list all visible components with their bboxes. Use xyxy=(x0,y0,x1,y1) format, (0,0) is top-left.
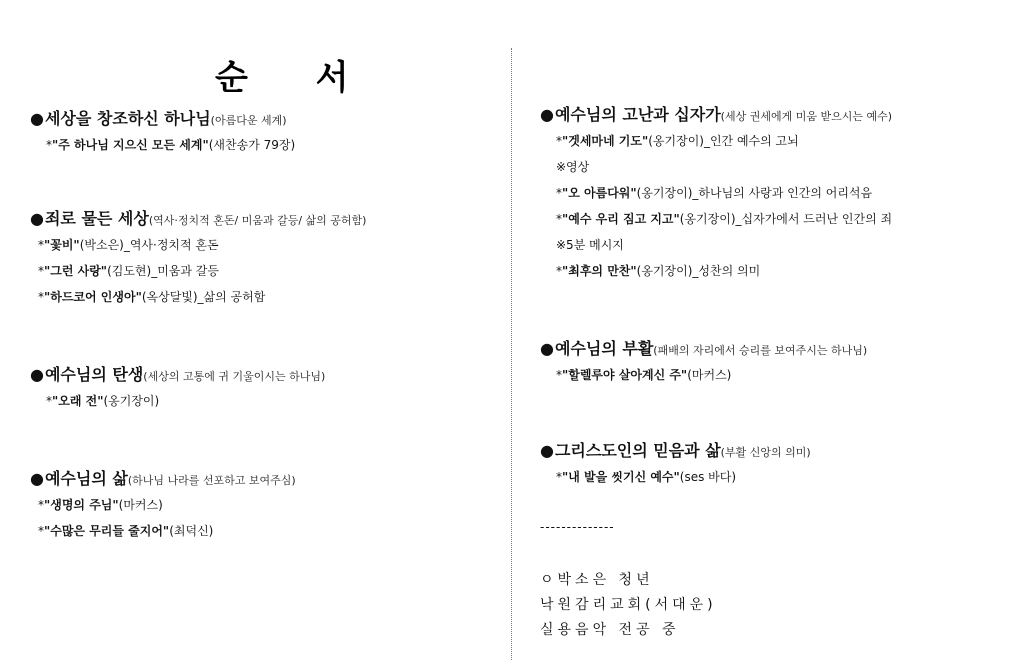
heading-subtitle: (세상 권세에게 미움 받으시는 예수) xyxy=(720,110,893,123)
song-detail: (옹기장이)_하나님의 사랑과 인간의 어리석음 xyxy=(636,186,873,200)
program-note: ※영상 xyxy=(556,160,590,174)
list-item xyxy=(30,388,500,414)
song-detail: (ses 바다) xyxy=(679,470,737,484)
bullet-icon: ● xyxy=(30,365,44,384)
section-fallen-world xyxy=(30,208,500,310)
section-heading xyxy=(30,468,500,492)
song-title: "그런 사랑" xyxy=(44,264,108,278)
song-title: "예수 우리 짐고 지고" xyxy=(562,212,680,226)
song-detail: (김도현)_미움과 갈등 xyxy=(107,264,219,278)
list-item xyxy=(540,206,1010,232)
bullet-icon: ● xyxy=(540,339,554,358)
item-marker: * xyxy=(556,134,562,148)
song-title: "주 하나님 지으신 모든 세계" xyxy=(52,138,209,152)
section-faith-life xyxy=(540,440,1010,490)
song-title: "하드코어 인생아" xyxy=(44,290,142,304)
song-title: "할렐루야 살아계신 주" xyxy=(562,368,688,382)
bullet-icon: ● xyxy=(30,109,44,128)
list-item xyxy=(30,258,500,284)
section-birth xyxy=(30,364,500,414)
item-marker: * xyxy=(556,212,562,226)
song-title: "최후의 만찬" xyxy=(562,264,637,278)
bullet-icon: ● xyxy=(540,105,554,124)
bullet-icon: ● xyxy=(540,441,554,460)
heading-subtitle: (아름다운 세계) xyxy=(210,114,287,127)
song-detail: (옹기장이) xyxy=(103,394,160,408)
heading-subtitle: (패배의 자리에서 승리를 보여주시는 하나님) xyxy=(653,344,868,357)
song-detail: (마커스) xyxy=(687,368,732,382)
section-heading xyxy=(30,208,500,232)
bullet-icon: ● xyxy=(30,469,44,488)
item-marker: * xyxy=(556,368,562,382)
item-marker: * xyxy=(38,238,44,252)
item-marker: * xyxy=(38,498,44,512)
song-title: "생명의 주님" xyxy=(44,498,119,512)
heading-text: 예수님의 부활 xyxy=(554,339,654,358)
section-passion xyxy=(540,104,1010,284)
performer-church: 낙원감리교회(서대운) xyxy=(540,597,717,613)
column-divider xyxy=(511,48,512,660)
item-marker: * xyxy=(556,264,562,278)
section-heading xyxy=(540,440,1010,464)
heading-subtitle: (하나님 나라를 선포하고 보여주심) xyxy=(127,474,296,487)
section-life xyxy=(30,468,500,544)
performer-major: 실용음악 전공 중 xyxy=(540,622,680,638)
song-detail: (옹기장이)_성찬의 의미 xyxy=(636,264,761,278)
song-title: "오 아름다워" xyxy=(562,186,637,200)
heading-subtitle: (세상의 고통에 귀 기울이시는 하나님) xyxy=(143,370,326,383)
heading-text: 예수님의 삶 xyxy=(44,469,128,488)
heading-text: 예수님의 고난과 십자가 xyxy=(554,105,721,124)
item-marker: * xyxy=(46,138,52,152)
list-item xyxy=(540,258,1010,284)
item-marker: * xyxy=(38,264,44,278)
song-detail: (마커스) xyxy=(118,498,163,512)
item-marker: * xyxy=(556,186,562,200)
list-item xyxy=(540,128,1010,154)
song-title: "내 발을 씻기신 예수" xyxy=(562,470,680,484)
song-title: "겟세마네 기도" xyxy=(562,134,649,148)
heading-subtitle: (역사·정치적 혼돈/ 미움과 갈등/ 삶의 공허함) xyxy=(148,214,367,227)
separator-line: -------------- xyxy=(540,520,615,534)
list-item xyxy=(30,284,500,310)
section-resurrection xyxy=(540,338,1010,388)
section-creation xyxy=(30,108,500,158)
song-detail: (옥상달빛)_삶의 공허함 xyxy=(141,290,266,304)
item-marker: * xyxy=(38,290,44,304)
list-item xyxy=(540,362,1010,388)
section-heading xyxy=(30,364,500,388)
heading-text: 예수님의 탄생 xyxy=(44,365,144,384)
item-marker: * xyxy=(38,524,44,538)
program-note: ※5분 메시지 xyxy=(556,238,624,252)
page-title: 순 서 xyxy=(215,58,377,98)
heading-subtitle: (부활 신앙의 의미) xyxy=(720,446,811,459)
heading-text: 그리스도인의 믿음과 삶 xyxy=(554,441,721,460)
song-title: "수많은 무리들 줄지어" xyxy=(44,524,170,538)
song-detail: (박소은)_역사·정치적 혼돈 xyxy=(79,238,219,252)
section-heading xyxy=(540,104,1010,128)
song-detail: (최덕신) xyxy=(169,524,214,538)
list-item xyxy=(30,492,500,518)
list-item xyxy=(30,232,500,258)
song-detail: (옹기장이)_십자가에서 드러난 인간의 죄 xyxy=(679,212,893,226)
song-title: "오래 전" xyxy=(52,394,104,408)
song-detail: (옹기장이)_인간 예수의 고뇌 xyxy=(648,134,799,148)
list-item xyxy=(30,132,500,158)
list-item xyxy=(540,464,1010,490)
song-detail: (새찬송가 79장) xyxy=(208,138,296,152)
item-marker: * xyxy=(46,394,52,408)
list-item xyxy=(30,518,500,544)
section-heading xyxy=(540,338,1010,362)
performer-credit xyxy=(540,516,1010,643)
performer-name: ㅇ박소은 청년 xyxy=(540,572,654,588)
list-item xyxy=(540,180,1010,206)
bullet-icon: ● xyxy=(30,209,44,228)
item-marker: * xyxy=(556,470,562,484)
song-title: "꽃비" xyxy=(44,238,80,252)
heading-text: 죄로 물든 세상 xyxy=(44,209,149,228)
heading-text: 세상을 창조하신 하나님 xyxy=(44,109,211,128)
section-heading xyxy=(30,108,500,132)
